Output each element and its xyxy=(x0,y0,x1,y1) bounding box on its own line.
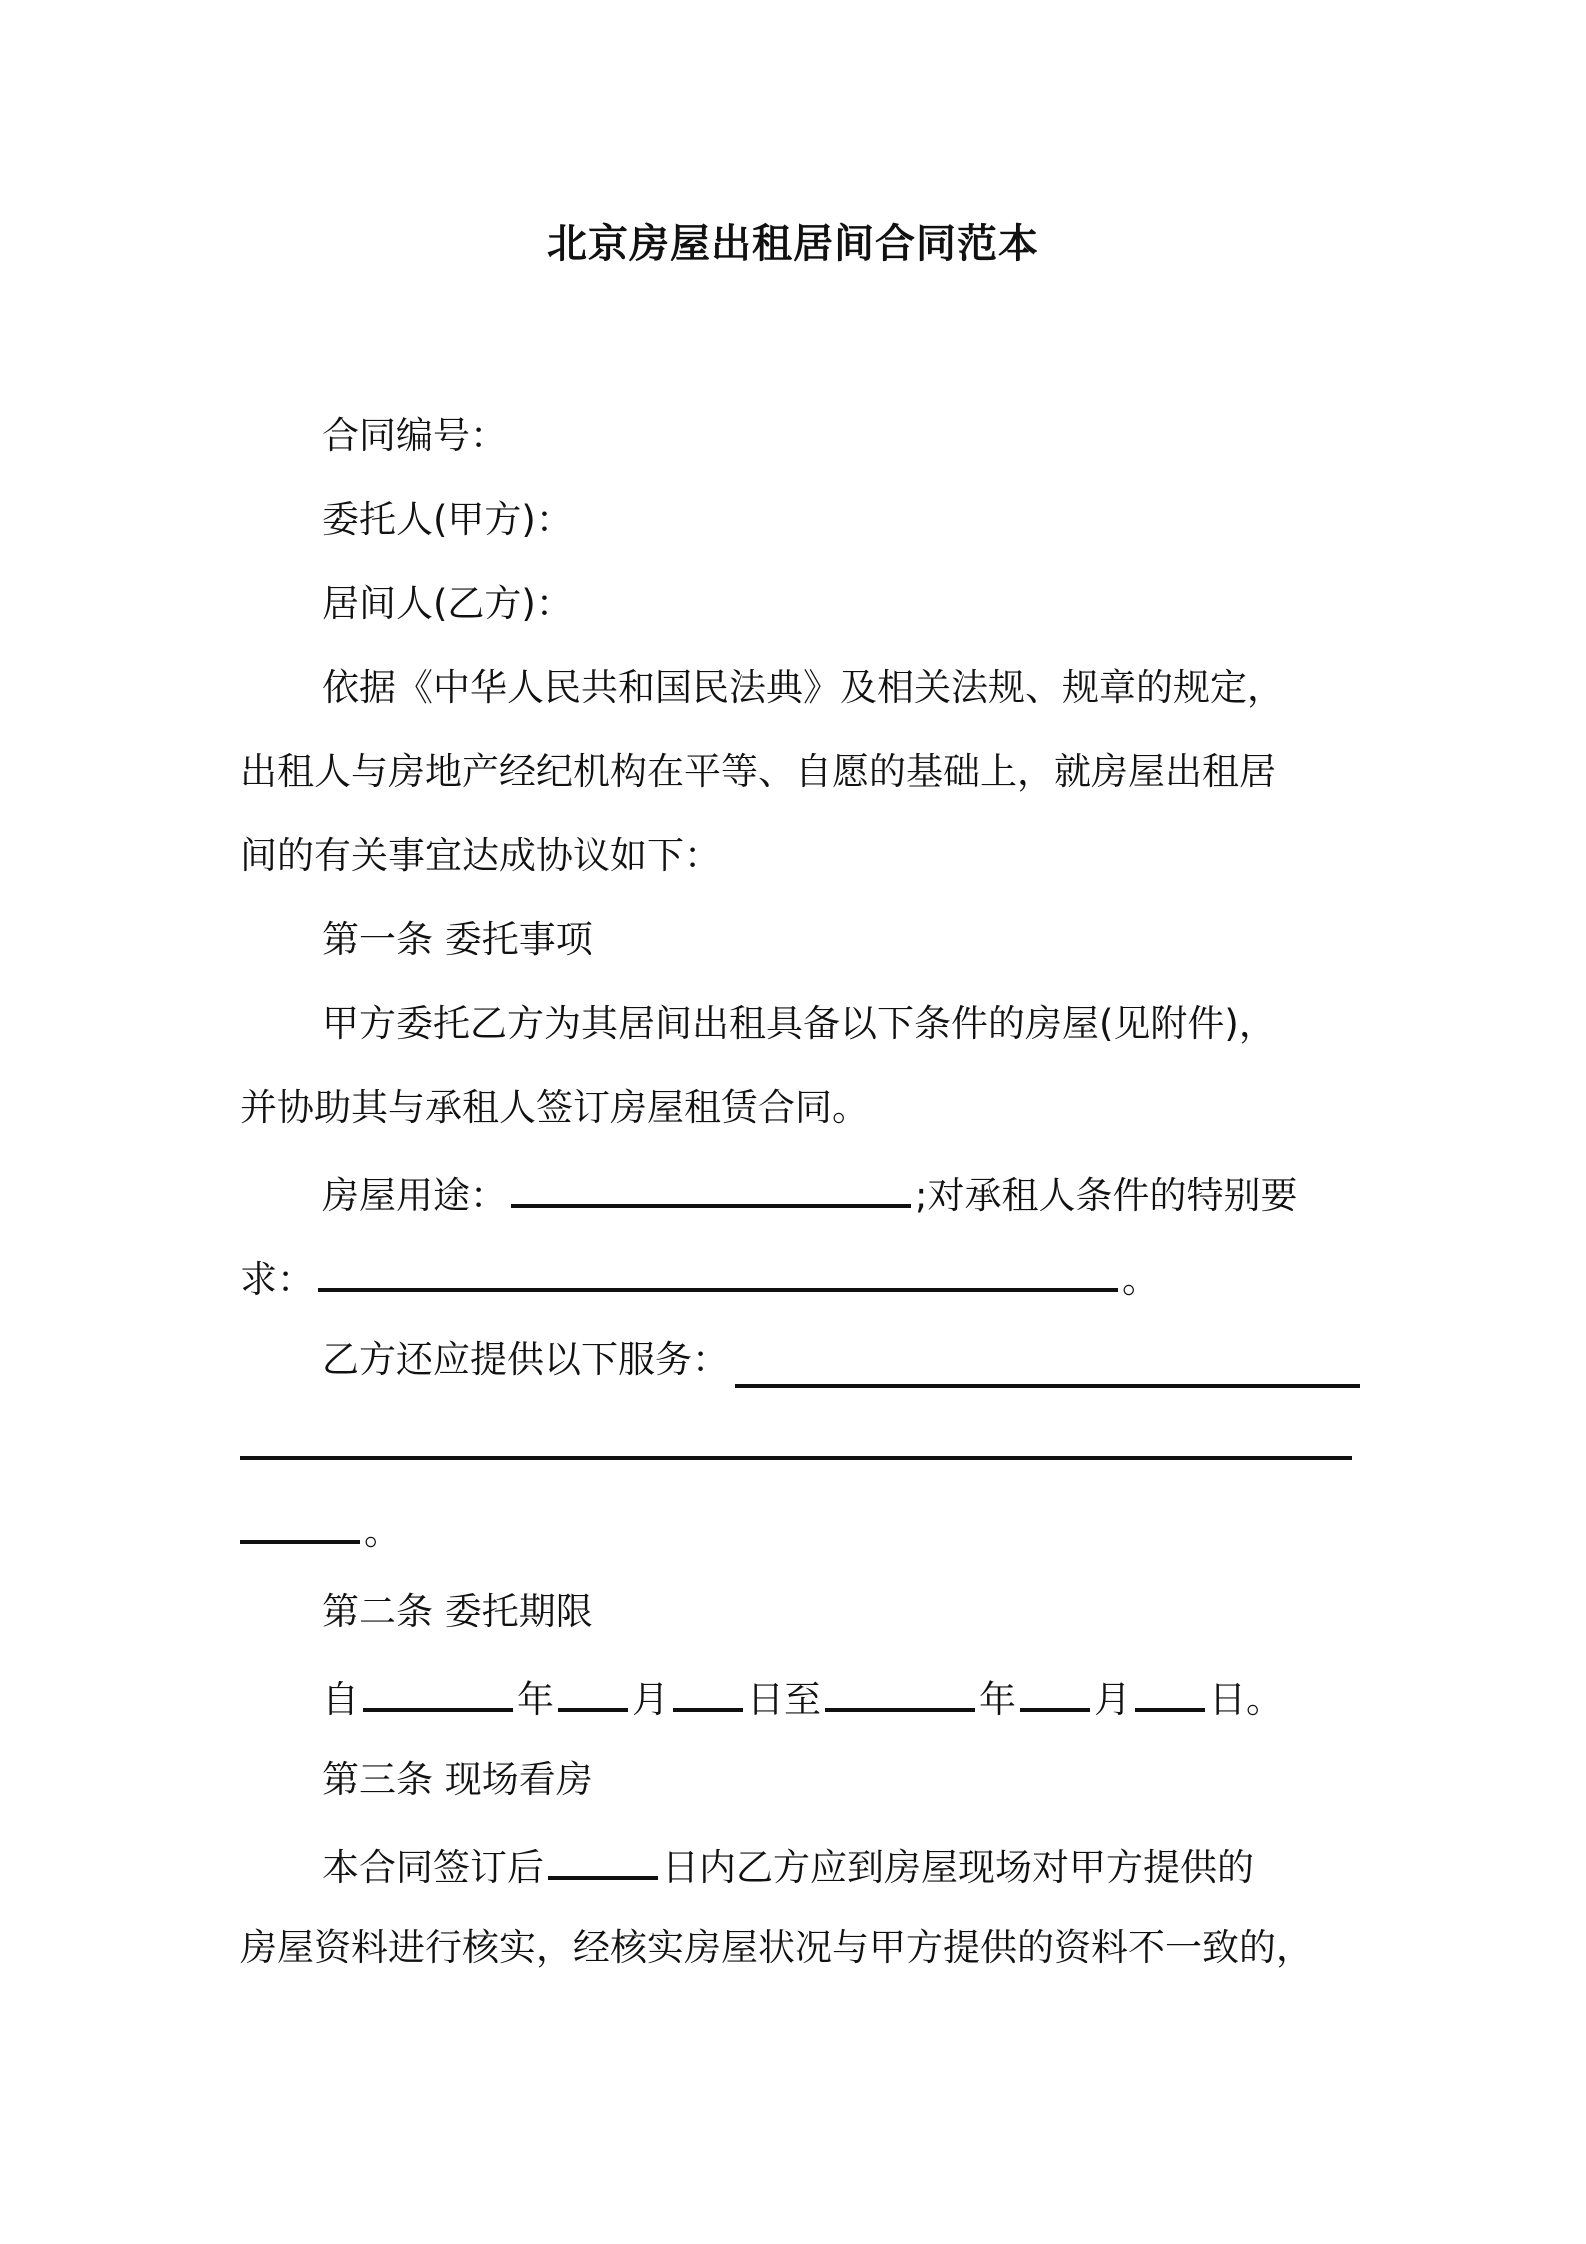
usage-blank[interactable] xyxy=(511,1164,911,1208)
article-1-body-line-1: 甲方委托乙方为其居间出租具备以下条件的房屋(见附件)， xyxy=(322,1002,1276,1045)
inspection-prefix: 本合同签订后 xyxy=(322,1846,544,1889)
article-1-body-line-2: 并协助其与承租人签订房屋租赁合同。 xyxy=(240,1086,869,1129)
period-month: 月 xyxy=(632,1678,669,1721)
preamble-line-3: 间的有关事宜达成协议如下： xyxy=(240,834,721,877)
requirement-period: 。 xyxy=(1122,1258,1159,1301)
period-day-end: 日。 xyxy=(1209,1678,1283,1721)
contract-number-label: 合同编号： xyxy=(322,414,507,457)
usage-label: 房屋用途： xyxy=(322,1174,507,1217)
inspection-suffix: 日内乙方应到房屋现场对甲方提供的 xyxy=(662,1846,1254,1889)
period-day-to: 日至 xyxy=(747,1678,821,1721)
period-year: 年 xyxy=(517,1678,554,1721)
requirement-blank[interactable] xyxy=(318,1248,1118,1292)
services-row-2 xyxy=(240,1416,1360,1476)
party-a-label: 委托人(甲方)： xyxy=(322,498,573,541)
article-2-heading: 第二条 委托期限 xyxy=(322,1590,593,1633)
start-year-blank[interactable] xyxy=(363,1668,513,1712)
period-row xyxy=(240,1668,1442,1728)
start-day-blank[interactable] xyxy=(673,1668,743,1712)
period-year-2: 年 xyxy=(979,1678,1016,1721)
period-month-2: 月 xyxy=(1094,1678,1131,1721)
services-blank-2[interactable] xyxy=(240,1416,1352,1460)
party-b-label: 居间人(乙方)： xyxy=(322,582,573,625)
services-row xyxy=(240,1332,1360,1388)
requirement-label: 求： xyxy=(240,1258,314,1301)
services-row-3 xyxy=(240,1500,1360,1560)
services-blank-1[interactable] xyxy=(735,1344,1360,1388)
article-3-body-line-2: 房屋资料进行核实，经核实房屋状况与甲方提供的资料不一致的， xyxy=(240,1926,1313,1969)
document-title: 北京房屋出租居间合同范本 xyxy=(547,221,1039,267)
usage-suffix: ;对承租人条件的特别要 xyxy=(915,1174,1298,1217)
preamble-line-1: 依据《中华人民共和国民法典》及相关法规、规章的规定， xyxy=(322,666,1284,709)
services-label: 乙方还应提供以下服务： xyxy=(322,1338,729,1381)
services-end: 。 xyxy=(364,1510,401,1553)
end-month-blank[interactable] xyxy=(1020,1668,1090,1712)
usage-row xyxy=(240,1164,1442,1224)
end-day-blank[interactable] xyxy=(1135,1668,1205,1712)
period-from: 自 xyxy=(322,1678,359,1721)
preamble-line-2: 出租人与房地产经纪机构在平等、自愿的基础上，就房屋出租居 xyxy=(240,750,1276,793)
services-blank-3[interactable] xyxy=(240,1500,360,1544)
end-year-blank[interactable] xyxy=(825,1668,975,1712)
article-1-heading: 第一条 委托事项 xyxy=(322,918,593,961)
article-3-body-line-1 xyxy=(240,1836,1442,1896)
start-month-blank[interactable] xyxy=(558,1668,628,1712)
inspection-days-blank[interactable] xyxy=(548,1836,658,1880)
requirement-row xyxy=(240,1248,1360,1308)
article-3-heading: 第三条 现场看房 xyxy=(322,1758,593,1801)
